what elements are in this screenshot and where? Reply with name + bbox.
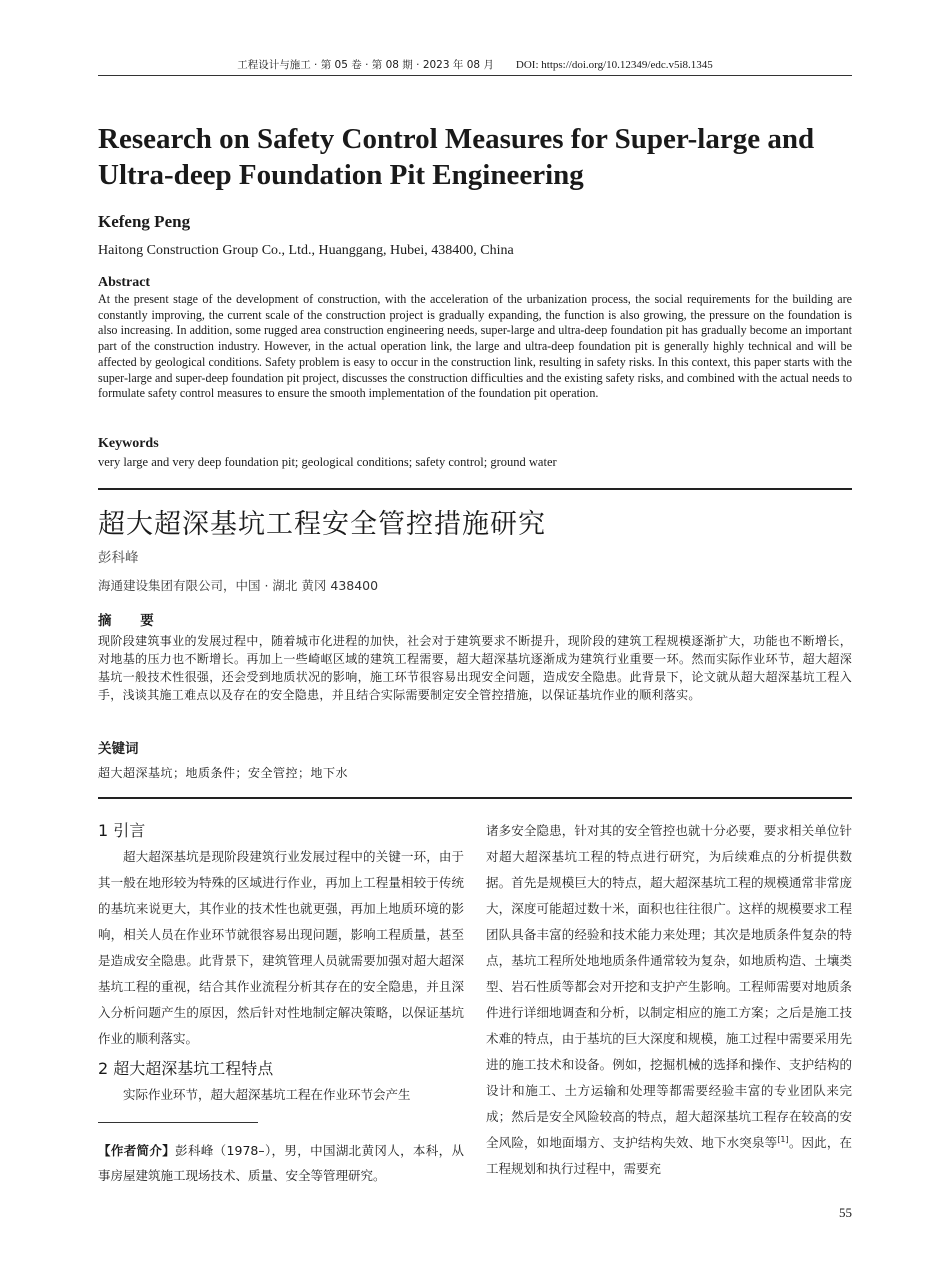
doi-link[interactable]: DOI: https://doi.org/10.12349/edc.v5i8.1345 — [515, 59, 713, 71]
chinese-keywords-heading: 关键词 — [98, 741, 139, 757]
citation-ref-1[interactable]: [1] — [777, 1134, 789, 1144]
english-keywords: very large and very deep foundation pit; geological conditions; safety control; ground water — [98, 455, 557, 469]
english-title: Research on Safety Control Measures for Super-large and Ultra-deep Foundation Pit Engineering — [98, 123, 815, 191]
english-abstract-heading: Abstract — [98, 275, 151, 290]
footnote-text: 彭科峰（1978–），男，中国湖北黄冈人，本科，从事房屋建筑施工现场技术、质量、安全等管理研究。 — [98, 1143, 464, 1183]
section-1-heading: 1 引言 — [98, 821, 146, 840]
section-divider-top — [98, 488, 852, 490]
continued-text-b: 。因此，在工程规划和执行过程中，需要充 — [486, 1135, 852, 1176]
section-2-continued-paragraph — [486, 818, 852, 1182]
author-footnote — [98, 1138, 464, 1188]
footnote-label: 【作者简介】 — [98, 1143, 176, 1158]
running-header — [98, 57, 852, 72]
journal-info: 工程设计与施工 · 第 05 卷 · 第 08 期 · 2023 年 08 月 — [237, 59, 494, 71]
section-1-paragraph: 超大超深基坑是现阶段建筑行业发展过程中的关键一环，由于其一般在地形较为特殊的区域进行作业，再加上工程量相较于传统的基坑来说更大，其作业的技术性也就更强，再加上地质环境的影响，相关人员在作业环节就很容易出现问题，影响工程质量，甚至是造成安全隐患。此背景下，建筑管理人员就需要加强对超大超深基坑工程的重视，结合其作业流程分析其存在的安全隐患，并且深入分析问题产生的原因，然后针对性地制定解决策略，以保证基坑作业的顺利落实。 — [98, 849, 464, 1046]
left-column — [98, 818, 464, 1108]
chinese-author: 彭科峰 — [98, 550, 139, 566]
english-abstract: At the present stage of the development of construction, with the acceleration of the urbanization process, the social requirements for the building are constantly improving, the current scale of the construction project is gradually expanding, the function is also growing, the pressure on the foundation is also increasing. In addition, some rugged area construction engineering needs, super-large and ultra-deep foundation pit has gradually become an important part of the construction industry. However, in the actual operation link, the large and ultra-deep foundation pit is generally highly technical and will be affected by geological conditions. Safety problem is easy to occur in the construction link, resulting in safety risks. In this context, this paper starts with the super-large and super-deep foundation pit project, discusses the construction difficulties and the existing safety risks, and combined with the actual needs to formulate safety control measures to ensure the smooth implementation of the foundation pit operation. — [98, 292, 852, 401]
footnote-rule — [98, 1122, 258, 1123]
header-rule — [98, 75, 852, 76]
chinese-keywords: 超大超深基坑；地质条件；安全管控；地下水 — [98, 766, 349, 780]
english-keywords-heading: Keywords — [98, 436, 159, 451]
page-number: 55 — [839, 1205, 852, 1220]
english-author: Kefeng Peng — [98, 212, 191, 231]
chinese-title: 超大超深基坑工程安全管控措施研究 — [98, 509, 546, 540]
section-2-paragraph: 实际作业环节，超大超深基坑工程在作业环节会产生 — [123, 1087, 411, 1102]
section-divider-bottom — [98, 797, 852, 799]
section-2-heading: 2 超大超深基坑工程特点 — [98, 1059, 274, 1078]
english-affiliation: Haitong Construction Group Co., Ltd., Huanggang, Hubei, 438400, China — [98, 243, 514, 258]
continued-text-a: 诸多安全隐患，针对其的安全管控也就十分必要，要求相关单位针对超大超深基坑工程的特点进行研究，为后续难点的分析提供数据。首先是规模巨大的特点，超大超深基坑工程的规模通常非常庞大，深度可能超过数十米，面积也往往很广。这样的规模要求工程团队具备丰富的经验和技术能力来处理；其次是地质条件复杂的特点，基坑工程所处地地质条件通常较为复杂，如地质构造、土壤类型、岩石性质等都会对开挖和支护产生影响。工程师需要对地质条件进行详细地调查和分析，以制定相应的施工方案；之后是施工技术难的特点，由于基坑的巨大深度和规模，施工过程中需要采用先进的施工技术和设备。例如，挖掘机械的选择和操作、支护结构的设计和施工、土方运输和处理等都需要经验丰富的专业团队来完成；然后是安全风险较高的特点，超大超深基坑工程存在较高的安全风险，如地面塌方、支护结构失效、地下水突泉等 — [486, 823, 852, 1150]
chinese-affiliation: 海通建设集团有限公司，中国 · 湖北 黄冈 438400 — [98, 578, 379, 593]
right-column — [486, 818, 852, 1182]
chinese-abstract-heading: 摘 要 — [98, 613, 166, 629]
chinese-abstract: 现阶段建筑事业的发展过程中，随着城市化进程的加快，社会对于建筑要求不断提升，现阶段的建筑工程规模逐渐扩大，功能也不断增长，对地基的压力也不断增长。再加上一些崎岖区域的建筑工程需要，超大超深基坑逐渐成为建筑行业重要一环。然而实际作业环节，超大超深基坑一般技术性很强，还会受到地质状况的影响，施工环节很容易出现安全问题，造成安全隐患。此背景下，论文就从超大超深基坑工程入手，浅谈其施工难点以及存在的安全隐患，并且结合实际需要制定安全管控措施，以保证基坑作业的顺利落实。 — [98, 634, 852, 702]
